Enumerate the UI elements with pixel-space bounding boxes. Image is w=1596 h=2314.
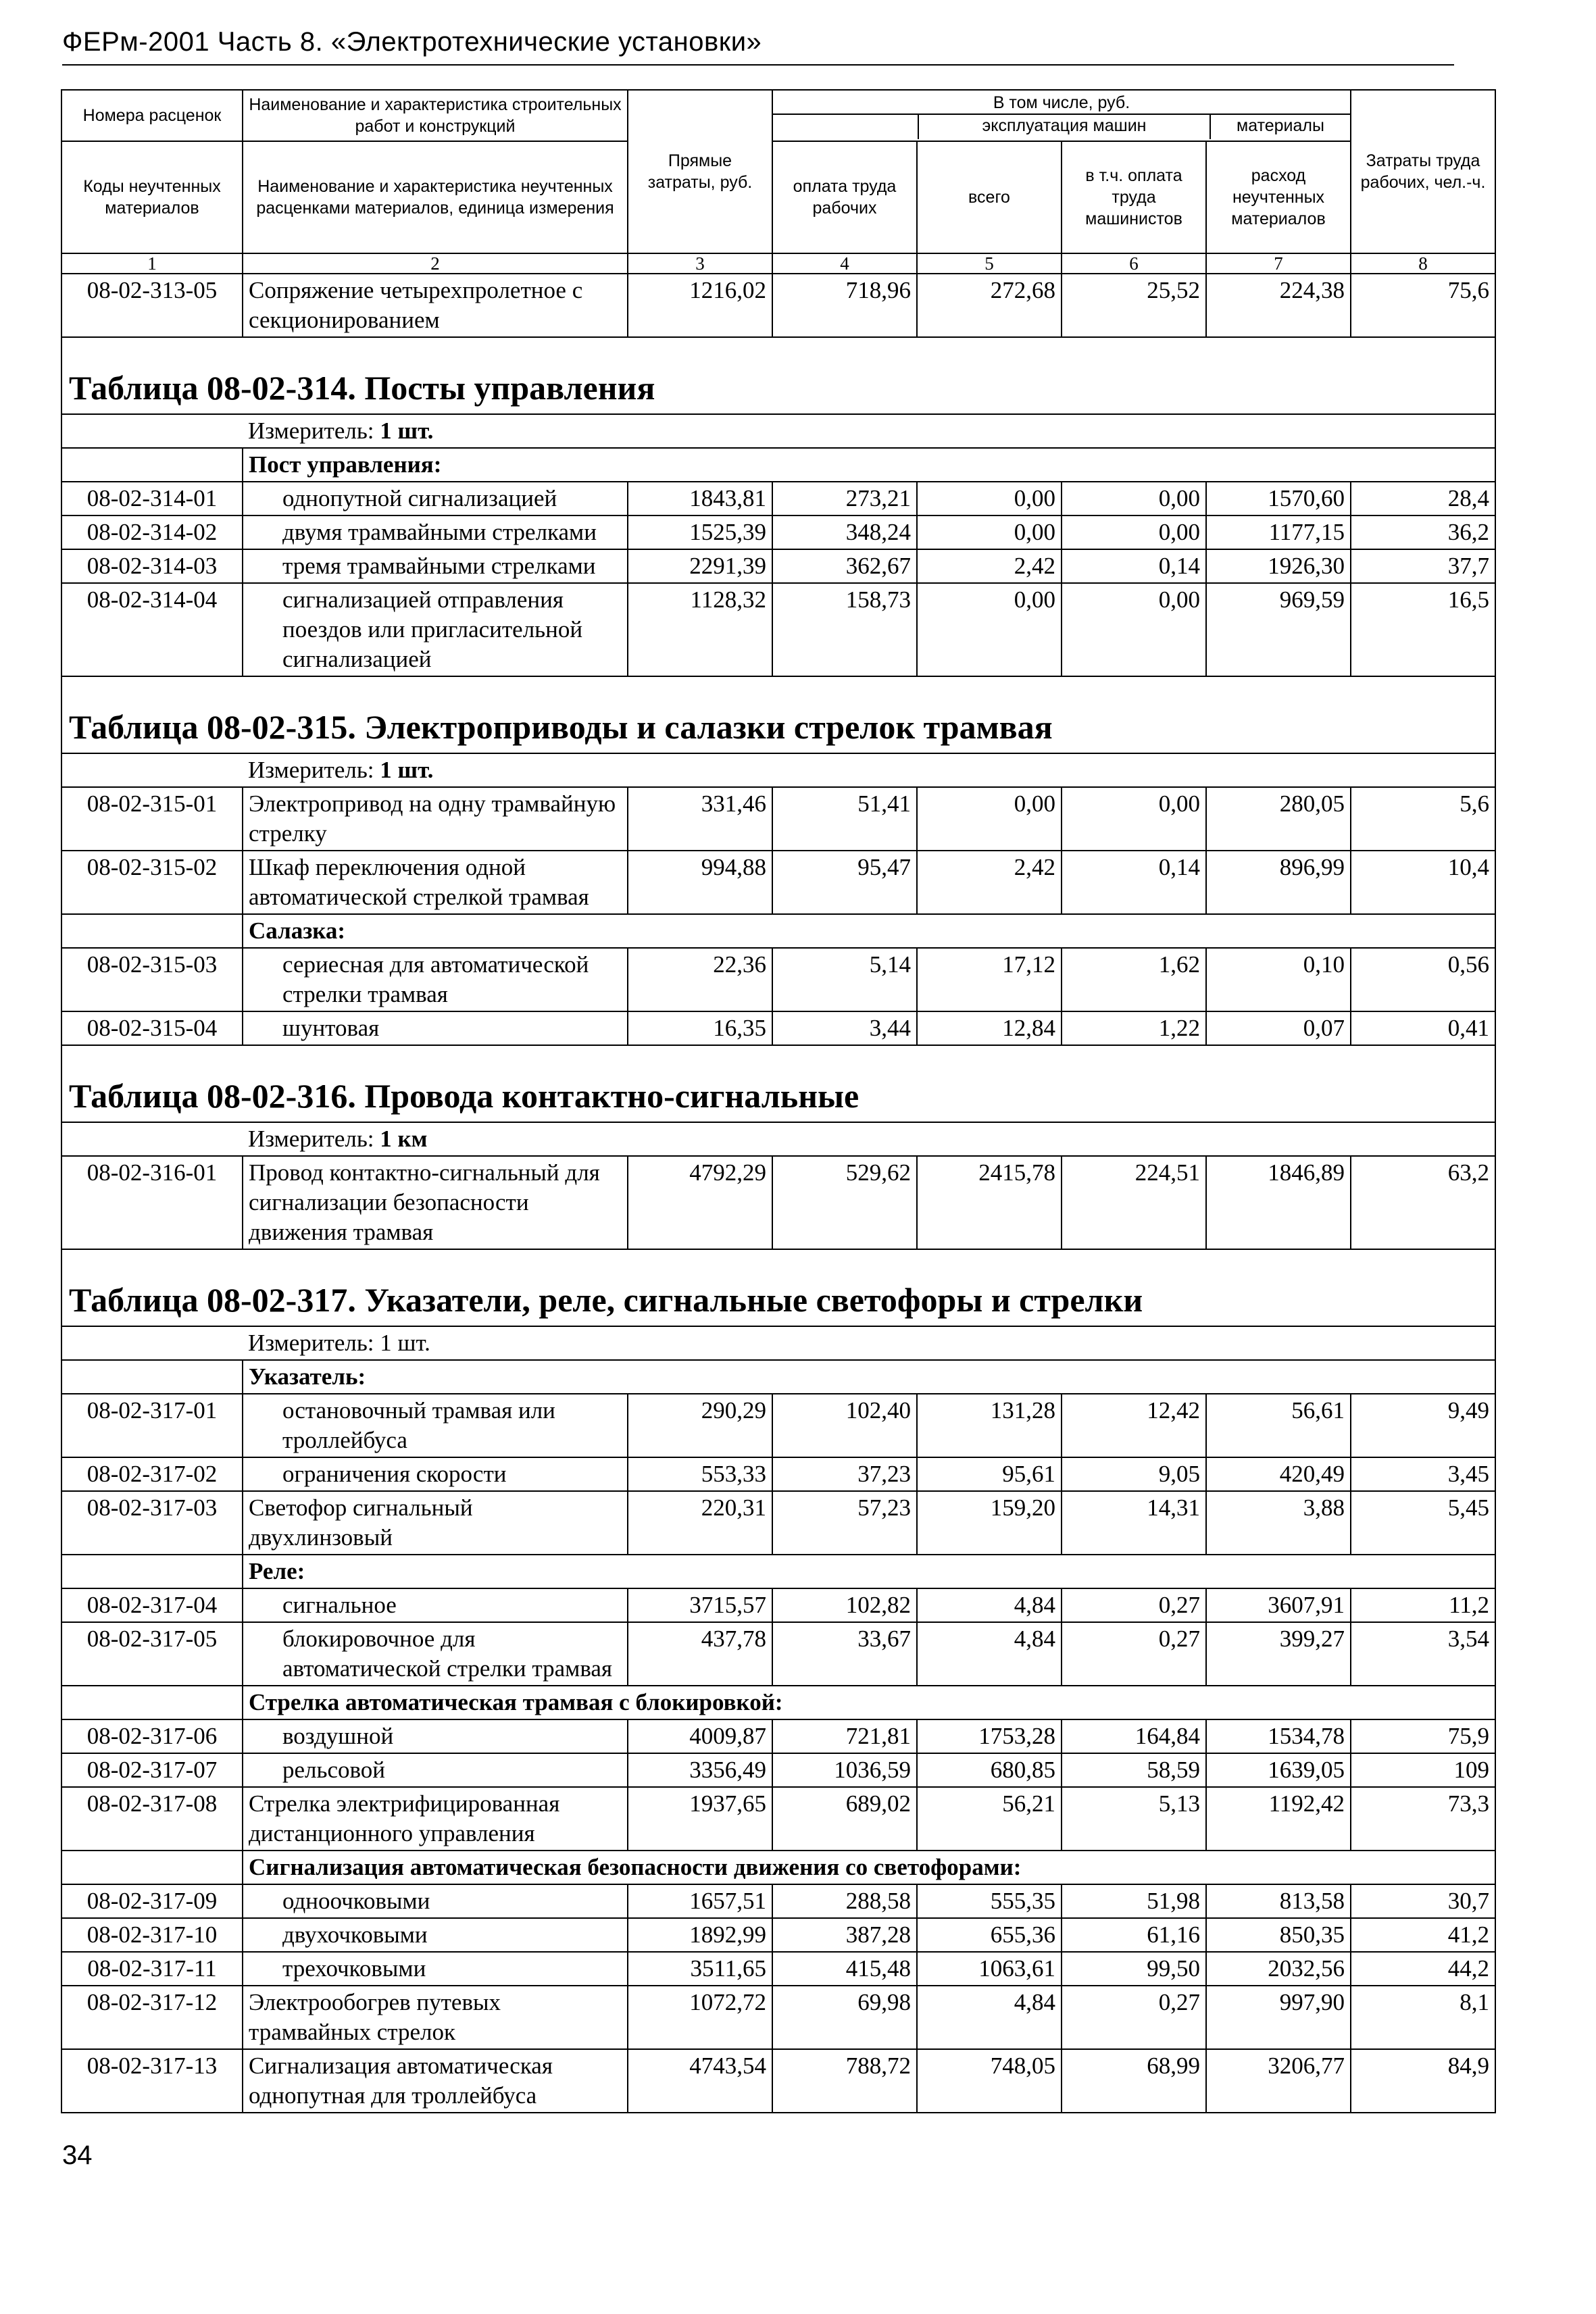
value-cell: 0,00 (1062, 482, 1206, 515)
value-cell: 44,2 (1351, 1952, 1495, 1986)
page-header: ФЕРм-2001 Часть 8. «Электротехнические установки» (62, 27, 1454, 66)
measure-value: 1 шт. (380, 757, 434, 783)
value-cell: 850,35 (1206, 1918, 1351, 1952)
rate-code: 08-02-314-04 (61, 583, 243, 676)
materials-header: материалы (1237, 116, 1324, 135)
value-cell: 9,49 (1351, 1394, 1495, 1457)
value-cell: 0,14 (1062, 851, 1206, 914)
value-cell: 41,2 (1351, 1918, 1495, 1952)
value-cell: 1216,02 (628, 274, 772, 337)
col-rate-numbers-header: Номера расценок (61, 90, 243, 141)
value-cell: 3206,77 (1206, 2049, 1351, 2113)
table-row (61, 787, 1495, 851)
value-cell: 58,59 (1062, 1753, 1206, 1787)
value-cell: 10,4 (1351, 851, 1495, 914)
col-num: 7 (1206, 253, 1351, 274)
rate-name: Электрообогрев путевых трамвайных стрелок (243, 1986, 628, 2049)
rate-name: одноочковыми (243, 1884, 628, 1918)
table-row (61, 583, 1495, 676)
value-cell: 14,31 (1062, 1491, 1206, 1555)
value-cell: 994,88 (628, 851, 772, 914)
measure-value: 1 шт. (380, 1330, 430, 1356)
col-workers-pay-header: оплата труда рабочих (772, 141, 917, 253)
value-cell: 1657,51 (628, 1884, 772, 1918)
group-label: Пост управления: (243, 448, 1495, 482)
rate-name: Сопряжение четырехпролетное с секционированием (243, 274, 628, 337)
table-title: Таблица 08-02-315. Электроприводы и салазки стрелок трамвая (61, 676, 1495, 753)
value-cell: 1926,30 (1206, 549, 1351, 583)
rate-name: сериесная для автоматической стрелки трамвая (243, 948, 628, 1011)
value-cell: 718,96 (772, 274, 917, 337)
value-cell: 0,07 (1206, 1011, 1351, 1045)
value-cell: 0,27 (1062, 1588, 1206, 1622)
value-cell: 3511,65 (628, 1952, 772, 1986)
value-cell: 3,88 (1206, 1491, 1351, 1555)
col-material-name-header: Наименование и характеристика неучтенных расценками материалов, единица измерения (243, 141, 628, 253)
rate-code: 08-02-317-09 (61, 1884, 243, 1918)
rate-code: 08-02-317-05 (61, 1622, 243, 1686)
value-cell: 33,67 (772, 1622, 917, 1686)
rate-name: Шкаф переключения одной автоматической стрелкой трамвая (243, 851, 628, 914)
value-cell: 37,23 (772, 1457, 917, 1491)
col-machines-total-header: всего (917, 141, 1062, 253)
value-cell: 51,98 (1062, 1884, 1206, 1918)
value-cell: 0,27 (1062, 1986, 1206, 2049)
value-cell: 689,02 (772, 1787, 917, 1851)
rate-name: Провод контактно-сигнальный для сигнализации безопасности движения трамвая (243, 1156, 628, 1249)
value-cell: 399,27 (1206, 1622, 1351, 1686)
rate-name: Сигнализация автоматическая однопутная для троллейбуса (243, 2049, 628, 2113)
rate-name: шунтовая (243, 1011, 628, 1045)
measure-label: Измеритель: (248, 418, 374, 444)
value-cell: 0,41 (1351, 1011, 1495, 1045)
group-label: Сигнализация автоматическая безопасности движения со светофорами: (243, 1851, 1495, 1884)
table-row (61, 1918, 1495, 1952)
rate-code: 08-02-315-01 (61, 787, 243, 851)
measure-row (61, 1326, 1495, 1360)
value-cell: 0,14 (1062, 549, 1206, 583)
page-number: 34 (62, 2140, 93, 2170)
measure-row (61, 414, 1495, 448)
rate-name: сигнализацией отправления поездов или пригласительной сигнализацией (243, 583, 628, 676)
value-cell: 0,56 (1351, 948, 1495, 1011)
value-cell: 362,67 (772, 549, 917, 583)
value-cell: 272,68 (917, 274, 1062, 337)
value-cell: 4,84 (917, 1622, 1062, 1686)
value-cell: 2,42 (917, 851, 1062, 914)
rate-code: 08-02-317-04 (61, 1588, 243, 1622)
value-cell: 331,46 (628, 787, 772, 851)
table-row (61, 1884, 1495, 1918)
table-row (61, 1491, 1495, 1555)
value-cell: 1534,78 (1206, 1719, 1351, 1753)
rate-code: 08-02-317-10 (61, 1918, 243, 1952)
group-label: Стрелка автоматическая трамвая с блокировкой: (243, 1686, 1495, 1719)
table-row (61, 851, 1495, 914)
value-cell: 1570,60 (1206, 482, 1351, 515)
rate-code: 08-02-317-08 (61, 1787, 243, 1851)
value-cell: 102,40 (772, 1394, 917, 1457)
value-cell: 680,85 (917, 1753, 1062, 1787)
table-row (61, 1011, 1495, 1045)
value-cell: 99,50 (1062, 1952, 1206, 1986)
measure-row (61, 1122, 1495, 1156)
rate-code: 08-02-315-04 (61, 1011, 243, 1045)
rate-name: тремя трамвайными стрелками (243, 549, 628, 583)
value-cell: 3356,49 (628, 1753, 772, 1787)
machines-header: эксплуатация машин (919, 115, 1211, 139)
rate-code: 08-02-317-07 (61, 1753, 243, 1787)
rate-code: 08-02-314-03 (61, 549, 243, 583)
group-row (61, 1555, 1495, 1588)
rate-name: трехочковыми (243, 1952, 628, 1986)
value-cell: 30,7 (1351, 1884, 1495, 1918)
value-cell: 555,35 (917, 1884, 1062, 1918)
column-numbers-row (61, 253, 1495, 274)
rate-name: остановочный трамвая или троллейбуса (243, 1394, 628, 1457)
value-cell: 12,42 (1062, 1394, 1206, 1457)
rate-code: 08-02-314-02 (61, 515, 243, 549)
col-material-codes-header: Коды неучтенных материалов (61, 141, 243, 253)
value-cell: 0,27 (1062, 1622, 1206, 1686)
value-cell: 748,05 (917, 2049, 1062, 2113)
table-row (61, 274, 1495, 337)
measure-value: 1 шт. (380, 418, 434, 444)
rate-name: однопутной сигнализацией (243, 482, 628, 515)
table-title: Таблица 08-02-317. Указатели, реле, сигнальные светофоры и стрелки (61, 1249, 1495, 1326)
group-row (61, 448, 1495, 482)
header-row-1 (61, 90, 1495, 141)
table-row (61, 948, 1495, 1011)
value-cell: 1,62 (1062, 948, 1206, 1011)
rate-name: Электропривод на одну трамвайную стрелку (243, 787, 628, 851)
table-row (61, 515, 1495, 549)
value-cell: 997,90 (1206, 1986, 1351, 2049)
value-cell: 0,00 (917, 583, 1062, 676)
value-cell: 5,14 (772, 948, 917, 1011)
col-num: 4 (772, 253, 917, 274)
value-cell: 420,49 (1206, 1457, 1351, 1491)
rate-code: 08-02-316-01 (61, 1156, 243, 1249)
value-cell: 63,2 (1351, 1156, 1495, 1249)
value-cell: 51,41 (772, 787, 917, 851)
col-num: 3 (628, 253, 772, 274)
value-cell: 102,82 (772, 1588, 917, 1622)
rate-name: рельсовой (243, 1753, 628, 1787)
value-cell: 164,84 (1062, 1719, 1206, 1753)
value-cell: 0,00 (917, 787, 1062, 851)
value-cell: 280,05 (1206, 787, 1351, 851)
measure-row (61, 753, 1495, 787)
value-cell: 11,2 (1351, 1588, 1495, 1622)
group-label: Указатель: (243, 1360, 1495, 1394)
value-cell: 224,51 (1062, 1156, 1206, 1249)
value-cell: 0,00 (917, 515, 1062, 549)
value-cell: 4,84 (917, 1588, 1062, 1622)
rate-code: 08-02-317-11 (61, 1952, 243, 1986)
value-cell: 61,16 (1062, 1918, 1206, 1952)
value-cell: 5,13 (1062, 1787, 1206, 1851)
value-cell: 1753,28 (917, 1719, 1062, 1753)
value-cell: 2291,39 (628, 549, 772, 583)
value-cell: 84,9 (1351, 2049, 1495, 2113)
value-cell: 1937,65 (628, 1787, 772, 1851)
value-cell: 3607,91 (1206, 1588, 1351, 1622)
group-label: Салазка: (243, 914, 1495, 948)
value-cell: 131,28 (917, 1394, 1062, 1457)
value-cell: 2,42 (917, 549, 1062, 583)
value-cell: 57,23 (772, 1491, 917, 1555)
value-cell: 8,1 (1351, 1986, 1495, 2049)
value-cell: 1063,61 (917, 1952, 1062, 1986)
rate-name: Стрелка электрифицированная дистанционного управления (243, 1787, 628, 1851)
value-cell: 16,35 (628, 1011, 772, 1045)
value-cell: 16,5 (1351, 583, 1495, 676)
value-cell: 4,84 (917, 1986, 1062, 2049)
value-cell: 28,4 (1351, 482, 1495, 515)
value-cell: 68,99 (1062, 2049, 1206, 2113)
value-cell: 3,44 (772, 1011, 917, 1045)
measure-value: 1 км (380, 1126, 428, 1152)
value-cell: 56,21 (917, 1787, 1062, 1851)
value-cell: 37,7 (1351, 549, 1495, 583)
value-cell: 3715,57 (628, 1588, 772, 1622)
value-cell: 290,29 (628, 1394, 772, 1457)
value-cell: 529,62 (772, 1156, 917, 1249)
table-row (61, 1588, 1495, 1622)
value-cell: 4009,87 (628, 1719, 772, 1753)
group-row (61, 914, 1495, 948)
value-cell: 348,24 (772, 515, 917, 549)
value-cell: 969,59 (1206, 583, 1351, 676)
value-cell: 2032,56 (1206, 1952, 1351, 1986)
value-cell: 4792,29 (628, 1156, 772, 1249)
table-row (61, 2049, 1495, 2113)
rate-code: 08-02-317-06 (61, 1719, 243, 1753)
value-cell: 5,6 (1351, 787, 1495, 851)
col-num: 2 (243, 253, 628, 274)
value-cell: 158,73 (772, 583, 917, 676)
value-cell: 25,52 (1062, 274, 1206, 337)
measure-label: Измеритель: (248, 1126, 374, 1152)
value-cell: 3,54 (1351, 1622, 1495, 1686)
value-cell: 1843,81 (628, 482, 772, 515)
rate-code: 08-02-317-03 (61, 1491, 243, 1555)
value-cell: 0,10 (1206, 948, 1351, 1011)
value-cell: 95,47 (772, 851, 917, 914)
measure-label: Измеритель: (248, 757, 374, 783)
col-in-that-header (772, 90, 1351, 141)
group-row (61, 1360, 1495, 1394)
rate-code: 08-02-317-12 (61, 1986, 243, 2049)
value-cell: 75,9 (1351, 1719, 1495, 1753)
in-that-label: В том числе, руб. (773, 92, 1350, 115)
value-cell: 159,20 (917, 1491, 1062, 1555)
value-cell: 813,58 (1206, 1884, 1351, 1918)
col-labor-header: Затраты труда рабочих, чел.-ч. (1351, 90, 1495, 253)
value-cell: 1192,42 (1206, 1787, 1351, 1851)
table-row (61, 1753, 1495, 1787)
table-row (61, 1457, 1495, 1491)
value-cell: 788,72 (772, 2049, 917, 2113)
rate-name: воздушной (243, 1719, 628, 1753)
col-drivers-pay-header: в т.ч. оплата труда машинистов (1062, 141, 1206, 253)
value-cell: 1177,15 (1206, 515, 1351, 549)
rate-code: 08-02-317-01 (61, 1394, 243, 1457)
table-row (61, 1156, 1495, 1249)
table-row (61, 549, 1495, 583)
value-cell: 437,78 (628, 1622, 772, 1686)
rate-name: сигнальное (243, 1588, 628, 1622)
rates-table (61, 89, 1496, 2113)
value-cell: 95,61 (917, 1457, 1062, 1491)
value-cell: 0,00 (1062, 787, 1206, 851)
value-cell: 0,00 (1062, 515, 1206, 549)
table-row (61, 1787, 1495, 1851)
value-cell: 224,38 (1206, 274, 1351, 337)
table-row (61, 1719, 1495, 1753)
value-cell: 109 (1351, 1753, 1495, 1787)
value-cell: 4743,54 (628, 2049, 772, 2113)
table-row (61, 1986, 1495, 2049)
rate-code: 08-02-317-02 (61, 1457, 243, 1491)
value-cell: 22,36 (628, 948, 772, 1011)
value-cell: 0,00 (917, 482, 1062, 515)
col-num: 1 (61, 253, 243, 274)
value-cell: 655,36 (917, 1918, 1062, 1952)
col-direct-costs-header: Прямые затраты, руб. (628, 90, 772, 253)
value-cell: 1128,32 (628, 583, 772, 676)
rate-name: блокировочное для автоматической стрелки трамвая (243, 1622, 628, 1686)
rate-name: двухочковыми (243, 1918, 628, 1952)
table-title: Таблица 08-02-316. Провода контактно-сигнальные (61, 1045, 1495, 1122)
value-cell: 2415,78 (917, 1156, 1062, 1249)
value-cell: 1892,99 (628, 1918, 772, 1952)
value-cell: 1036,59 (772, 1753, 917, 1787)
col-work-name-header: Наименование и характеристика строительных работ и конструкций (243, 90, 628, 141)
value-cell: 1639,05 (1206, 1753, 1351, 1787)
value-cell: 73,3 (1351, 1787, 1495, 1851)
value-cell: 1525,39 (628, 515, 772, 549)
table-row (61, 482, 1495, 515)
rate-name: ограничения скорости (243, 1457, 628, 1491)
value-cell: 220,31 (628, 1491, 772, 1555)
table-row (61, 1394, 1495, 1457)
value-cell: 721,81 (772, 1719, 917, 1753)
table-title: Таблица 08-02-314. Посты управления (61, 337, 1495, 414)
value-cell: 1,22 (1062, 1011, 1206, 1045)
value-cell: 17,12 (917, 948, 1062, 1011)
rate-code: 08-02-317-13 (61, 2049, 243, 2113)
value-cell: 5,45 (1351, 1491, 1495, 1555)
group-row (61, 1686, 1495, 1719)
value-cell: 9,05 (1062, 1457, 1206, 1491)
value-cell: 896,99 (1206, 851, 1351, 914)
value-cell: 553,33 (628, 1457, 772, 1491)
rate-name: двумя трамвайными стрелками (243, 515, 628, 549)
rate-code: 08-02-313-05 (61, 274, 243, 337)
value-cell: 387,28 (772, 1918, 917, 1952)
value-cell: 1846,89 (1206, 1156, 1351, 1249)
rate-name: Светофор сигнальный двухлинзовый (243, 1491, 628, 1555)
measure-label: Измеритель: (248, 1330, 374, 1356)
table-row (61, 1622, 1495, 1686)
group-row (61, 1851, 1495, 1884)
table-row (61, 1952, 1495, 1986)
value-cell: 56,61 (1206, 1394, 1351, 1457)
group-label: Реле: (243, 1555, 1495, 1588)
value-cell: 3,45 (1351, 1457, 1495, 1491)
col-num: 8 (1351, 253, 1495, 274)
value-cell: 273,21 (772, 482, 917, 515)
value-cell: 0,00 (1062, 583, 1206, 676)
rate-code: 08-02-315-03 (61, 948, 243, 1011)
col-num: 6 (1062, 253, 1206, 274)
rate-code: 08-02-314-01 (61, 482, 243, 515)
value-cell: 69,98 (772, 1986, 917, 2049)
value-cell: 288,58 (772, 1884, 917, 1918)
rate-code: 08-02-315-02 (61, 851, 243, 914)
col-materials-consumption-header: расход неучтенных материалов (1206, 141, 1351, 253)
col-num: 5 (917, 253, 1062, 274)
value-cell: 36,2 (1351, 515, 1495, 549)
value-cell: 415,48 (772, 1952, 917, 1986)
value-cell: 75,6 (1351, 274, 1495, 337)
value-cell: 12,84 (917, 1011, 1062, 1045)
value-cell: 1072,72 (628, 1986, 772, 2049)
